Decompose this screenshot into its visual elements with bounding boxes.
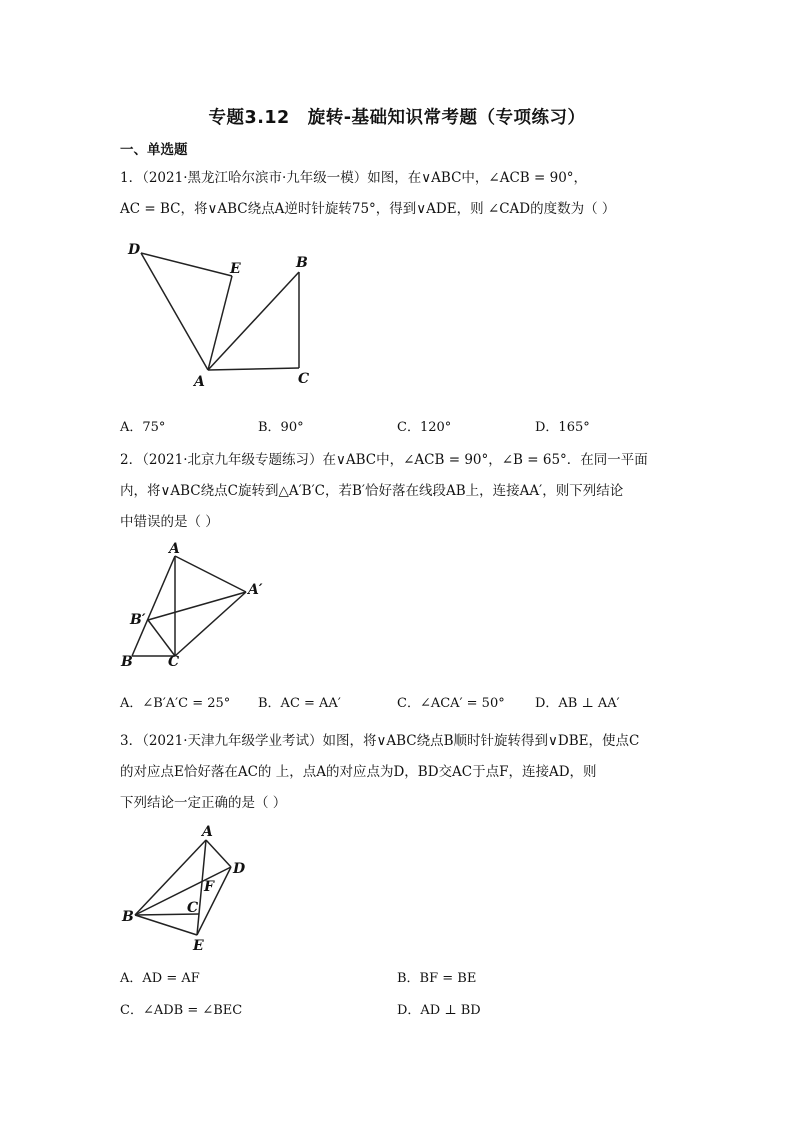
q1-label-E: E: [230, 261, 241, 277]
q1-option-a: A．75°: [120, 420, 166, 435]
q3-seg-AD: [206, 840, 231, 867]
q3-label-E: E: [193, 938, 204, 954]
q3-option-c: C．∠ADB = ∠BEC: [120, 1003, 243, 1018]
q1-label-B: B: [296, 255, 308, 271]
q3-line-1: 3．（2021·天津九年级学业考试）如图，将∨ABC绕点B顺时针旋转得到∨DBE，使点C: [120, 733, 640, 749]
q2-option-c: C．∠ACA′ = 50°: [397, 696, 505, 711]
q2-label-C: C: [168, 654, 180, 670]
q3-seg-BD: [135, 867, 231, 915]
section-heading: 一、单选题: [120, 142, 188, 158]
q2-line-2: 内，将∨ABC绕点C旋转到△A′B′C，若B′恰好落在线段AB上，连接AA′，则下列结论: [120, 483, 624, 499]
q3-line-2: 的对应点E恰好落在AC的 上，点A的对应点为D，BD交AC于点F，连接AD，则: [120, 764, 597, 780]
q2-label-A-prime: A′: [248, 582, 263, 598]
q3-label-B: B: [122, 909, 134, 925]
q3-seg-BE: [135, 915, 197, 935]
q3-option-a: A．AD = AF: [120, 971, 200, 986]
q3-line-3: 下列结论一定正确的是（ ）: [120, 795, 287, 811]
q1-label-C: C: [298, 371, 310, 387]
q2-label-B: B: [121, 654, 133, 670]
q3-label-D: D: [233, 861, 246, 877]
q1-line-2: AC = BC，将∨ABC绕点A逆时针旋转75°，得到∨ADE，则 ∠CAD的度数为（ ）: [120, 201, 616, 217]
q2-option-b: B．AC = AA′: [258, 696, 341, 711]
q1-label-A: A: [194, 374, 205, 390]
q3-option-d: D．AD ⊥ BD: [397, 1003, 481, 1018]
q1-option-b: B．90°: [258, 420, 304, 435]
q2-label-A: A: [169, 541, 180, 557]
q1-option-c: C．120°: [397, 420, 452, 435]
q1-label-D: D: [128, 242, 141, 258]
q2-option-d: D．AB ⊥ AA′: [535, 696, 620, 711]
q2-line-3: 中错误的是（ ）: [120, 514, 219, 530]
q2-label-B-prime: B′: [130, 612, 146, 628]
q3-label-C: C: [187, 900, 199, 916]
q3-option-b: B．BF = BE: [397, 971, 477, 986]
q3-label-F: F: [204, 879, 214, 895]
q2-line-1: 2．（2021·北京九年级专题练习）在∨ABC中，∠ACB = 90°，∠B = 65°．在同一平面: [120, 452, 648, 468]
page-title: 专题3.12 旋转-基础知识常考题（专项练习）: [208, 108, 586, 128]
q3-label-A: A: [202, 824, 213, 840]
q2-option-a: A．∠B′A′C = 25°: [120, 696, 231, 711]
q1-line-1: 1．（2021·黑龙江哈尔滨市·九年级一模）如图，在∨ABC中，∠ACB = 90°，: [120, 170, 588, 186]
q1-option-d: D．165°: [535, 420, 590, 435]
